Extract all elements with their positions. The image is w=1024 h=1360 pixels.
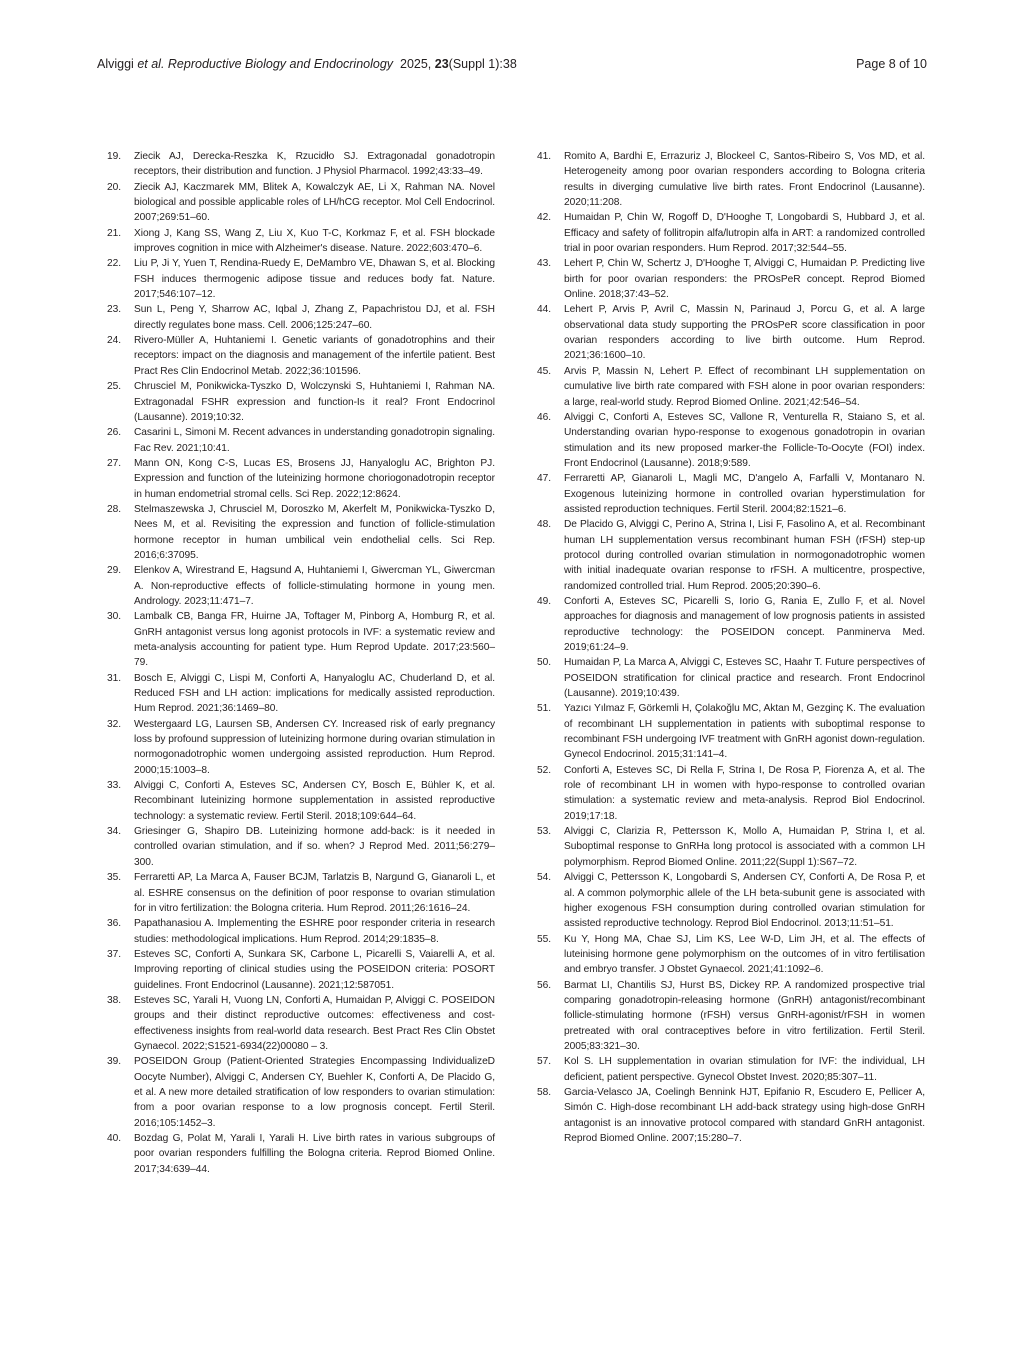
reference-number: 43.	[537, 258, 552, 270]
reference-number: 34.	[107, 826, 122, 838]
reference-number: 32.	[107, 718, 122, 730]
reference-text: Yazıcı Yılmaz F, Görkemli H, Çolakoğlu MC, Aktan M, Gezginç K. The evaluation of recombinant LH supplementation in patients with suboptimal response to recombinant FSH undergoing IVF treatment with GnRH agonist down-regulation. Gynecol Endocrinol. 2015;31:141–4.	[564, 703, 925, 761]
reference-number: 25.	[107, 381, 122, 393]
reference-item	[107, 947, 495, 993]
reference-number: 23.	[107, 304, 122, 316]
reference-text: Lehert P, Arvis P, Avril C, Massin N, Parinaud J, Porcu G, et al. A large observational data study supporting the PROsPeR score classification in poor ovarian responders according to live birth outcome. Hum Reprod. 2021;36:1600–10.	[564, 304, 925, 362]
reference-item	[107, 916, 495, 947]
reference-number: 29.	[107, 565, 122, 577]
reference-column-right	[537, 149, 925, 1146]
reference-item	[537, 517, 925, 594]
reference-item	[107, 379, 495, 425]
reference-text: Ziecik AJ, Derecka-Reszka K, Rzucidło SJ. Extragonadal gonadotropin receptors, their distribution and function. J Physiol Pharmacol. 1992;43:33–49.	[134, 151, 495, 178]
reference-text: Lehert P, Chin W, Schertz J, D'Hooghe T, Alviggi C, Humaidan P. Predicting live birth for poor ovarian responders: the PROsPeR concept. Reprod Biomed Online. 2018;37:43–52.	[564, 258, 925, 301]
reference-text: Casarini L, Simoni M. Recent advances in understanding gonadotropin signaling. Fac Rev. 2021;10:41.	[134, 427, 495, 454]
reference-text: Barmat LI, Chantilis SJ, Hurst BS, Dickey RP. A randomized prospective trial comparing gonadotropin-releasing hormone (GnRH) antagonist/recombinant follicle-stimulating hormone (rFSH) versus GnRH-agonist/rFSH in women pretreated with oral contraceptives before in vitro fertilization. Fertil Steril. 2005;83:321–30.	[564, 979, 925, 1052]
reference-text: Conforti A, Esteves SC, Di Rella F, Strina I, De Rosa P, Fiorenza A, et al. The role of recombinant LH in women with hypo-response to controlled ovarian stimulation: a systematic review and meta-analysis. Reprod Biol Endocrinol. 2019;17:18.	[564, 764, 925, 822]
reference-number: 53.	[537, 826, 552, 838]
reference-item	[107, 502, 495, 563]
reference-item	[107, 425, 495, 456]
reference-item	[537, 932, 925, 978]
reference-text: Esteves SC, Conforti A, Sunkara SK, Carbone L, Picarelli S, Vaiarelli A, et al. Improving reporting of clinical studies using the POSEIDON criteria: POSORT guidelines. Front Endocrinol (Lausanne). 2021;12:587051.	[134, 948, 495, 991]
reference-number: 31.	[107, 672, 122, 684]
reference-number: 33.	[107, 780, 122, 792]
reference-text: Ku Y, Hong MA, Chae SJ, Lim KS, Lee W-D, Lim JH, et al. The effects of luteinising hormone gene polymorphism on the outcomes of in vitro fertilisation and embryo transfer. J Obstet Gynaecol. 2021;41:1092–6.	[564, 933, 925, 976]
reference-text: Sun L, Peng Y, Sharrow AC, Iqbal J, Zhang Z, Papachristou DJ, et al. FSH directly regulates bone mass. Cell. 2006;125:247–60.	[134, 304, 495, 331]
reference-number: 19.	[107, 151, 122, 162]
reference-item	[107, 456, 495, 502]
reference-text: Chrusciel M, Ponikwicka-Tyszko D, Wolczynski S, Huhtaniemi I, Rahman NA. Extragonadal FSHR expression and function-Is it real? Front Endocrinol (Lausanne). 2019;10:32.	[134, 381, 495, 423]
reference-item	[537, 364, 925, 410]
reference-number: 41.	[537, 151, 552, 162]
reference-item	[537, 594, 925, 655]
reference-text: Bosch E, Alviggi C, Lispi M, Conforti A, Hanyaloglu AC, Chuderland D, et al. Reduced FSH and LH action: implications for medically assisted reproduction. Hum Reprod. 2021;36:1469–80.	[134, 672, 495, 715]
reference-item	[537, 149, 925, 210]
citation-line	[97, 55, 517, 73]
reference-number: 51.	[537, 703, 552, 715]
reference-number: 21.	[107, 227, 122, 239]
header-volume: 23	[434, 57, 449, 71]
reference-item	[537, 824, 925, 870]
reference-text: Lambalk CB, Banga FR, Huirne JA, Toftager M, Pinborg A, Homburg R, et al. GnRH antagonist versus long agonist protocols in IVF: a systematic review and meta-analysis accounting for patient type. Hum Reprod Update. 2017;23:560–79.	[134, 611, 495, 669]
reference-text: Liu P, Ji Y, Yuen T, Rendina-Ruedy E, DeMambro VE, Dhawan S, et al. Blocking FSH induces thermogenic adipose tissue and reduces body fat. Nature. 2017;546:107–12.	[134, 258, 495, 301]
reference-item	[537, 655, 925, 701]
reference-number: 46.	[537, 411, 552, 423]
reference-number: 35.	[107, 872, 122, 884]
reference-number: 30.	[107, 611, 122, 623]
reference-item	[537, 763, 925, 824]
reference-number: 40.	[107, 1133, 122, 1144]
reference-item	[537, 701, 925, 762]
reference-number: 26.	[107, 427, 122, 439]
reference-number: 42.	[537, 212, 552, 224]
reference-text: POSEIDON Group (Patient-Oriented Strategies Encompassing IndividualizeD Oocyte Number), Alviggi C, Andersen CY, Buehler K, Conforti A, De Placido G, et al. A new more detailed stratification of low responders to ovarian stimulation: from a poor ovarian response to a low prognosis concept. Fertil Steril. 2016;105:1452–3.	[134, 1056, 495, 1129]
reference-number: 44.	[537, 304, 552, 316]
reference-number: 38.	[107, 994, 122, 1006]
reference-text: Rivero-Müller A, Huhtaniemi I. Genetic variants of gonadotrophins and their receptors: impact on the diagnosis and management of the infertile patient. Best Pract Res Clin Endocrinol Metab. 2022;36:101596.	[134, 335, 495, 377]
reference-item	[107, 333, 495, 379]
reference-item	[107, 993, 495, 1054]
reference-item	[107, 609, 495, 670]
reference-item	[107, 1131, 495, 1177]
reference-text: Conforti A, Esteves SC, Picarelli S, Iorio G, Rania E, Zullo F, et al. Novel approaches for diagnosis and management of low prognosis patients in assisted reproductive technology: the POSEIDON concept. Panminerva Med. 2019;61:24–9.	[564, 595, 925, 653]
reference-text: Arvis P, Massin N, Lehert P. Effect of recombinant LH supplementation on cumulative live birth rate compared with FSH alone in poor ovarian responders: a large, real-world study. Reprod Biomed Online. 2021;42:546–54.	[564, 365, 925, 408]
reference-text: Griesinger G, Shapiro DB. Luteinizing hormone add-back: is it needed in controlled ovarian stimulation, and if so. when? J Reprod Med. 2011;56:279–300.	[134, 826, 495, 868]
reference-text: Papathanasiou A. Implementing the ESHRE poor responder criteria in research studies: methodological implications. Hum Reprod. 2014;29:1835–8.	[134, 918, 495, 945]
reference-text: Kol S. LH supplementation in ovarian stimulation for IVF: the individual, LH deficient, patient perspective. Gynecol Obstet Invest. 2020;85:307–11.	[564, 1056, 925, 1083]
reference-number: 37.	[107, 948, 122, 960]
reference-item	[537, 471, 925, 517]
reference-text: Alviggi C, Conforti A, Esteves SC, Vallone R, Venturella R, Staiano S, et al. Understanding ovarian hypo-response to exogenous gonadotropin in ovarian stimulation and its new proposed marker-the Follicle-To-Oocyte (FOI) index. Front Endocrinol (Lausanne). 2018;9:589.	[564, 411, 925, 469]
reference-number: 39.	[107, 1056, 122, 1068]
reference-text: Ziecik AJ, Kaczmarek MM, Blitek A, Kowalczyk AE, Li X, Rahman NA. Novel biological and possible applicable roles of LH/hCG receptor. Mol Cell Endocrinol. 2007;269:51–60.	[134, 181, 495, 224]
reference-item	[537, 870, 925, 931]
reference-number: 56.	[537, 979, 552, 991]
reference-text: Garcia-Velasco JA, Coelingh Bennink HJT, Epifanio R, Escudero E, Pellicer A, Simón C. High-dose recombinant LH add-back strategy using high-dose GnRH antagonist is an innovative protocol compared with standard GnRH antagonist. Reprod Biomed Online. 2007;15:280–7.	[564, 1086, 925, 1144]
reference-item	[107, 870, 495, 916]
reference-number: 47.	[537, 473, 552, 485]
reference-item	[107, 180, 495, 226]
reference-number: 27.	[107, 457, 122, 469]
header-author: Alviggi	[97, 57, 134, 71]
reference-text: Ferraretti AP, La Marca A, Fauser BCJM, Tarlatzis B, Nargund G, Gianaroli L, et al. ESHRE consensus on the definition of poor response to ovarian stimulation for in vitro fertilization: the Bologna criteria. Hum Reprod. 2011;26:1616–24.	[134, 872, 495, 914]
reference-item	[107, 824, 495, 870]
reference-number: 36.	[107, 918, 122, 930]
header-journal: Reproductive Biology and Endocrinology	[167, 57, 394, 71]
reference-item	[537, 256, 925, 302]
reference-text: Elenkov A, Wirestrand E, Hagsund A, Huhtaniemi I, Giwercman YL, Giwercman A. Non-reproductive effects of follicle-stimulating hormone in young men. Andrology. 2023;11:471–7.	[134, 565, 495, 607]
reference-item	[537, 1085, 925, 1146]
running-header	[97, 55, 927, 73]
header-issue: (Suppl 1):38	[448, 57, 517, 71]
reference-text: De Placido G, Alviggi C, Perino A, Strina I, Lisi F, Fasolino A, et al. Recombinant human LH supplementation versus recombinant human FSH (rFSH) step-up protocol during controlled ovarian stimulation in normogonadotrophic women with initial inadequate ovarian response to rFSH. A multicentre, prospective, randomized controlled trial. Hum Reprod. 2005;20:390–6.	[564, 519, 925, 592]
reference-item	[537, 1054, 925, 1085]
reference-number: 28.	[107, 503, 122, 515]
reference-item	[107, 563, 495, 609]
reference-item	[107, 149, 495, 180]
reference-text: Alviggi C, Conforti A, Esteves SC, Andersen CY, Bosch E, Bühler K, et al. Recombinant luteinizing hormone supplementation in assisted reproductive technology: a systematic review. Fertil Steril. 2018;109:644–64.	[134, 780, 495, 822]
reference-number: 48.	[537, 519, 552, 531]
reference-number: 50.	[537, 657, 552, 669]
reference-text: Stelmaszewska J, Chrusciel M, Doroszko M, Akerfelt M, Ponikwicka-Tyszko D, Nees M, et al. Revisiting the expression and function of follicle-stimulation hormone receptor in human umbilical vein endothelial cells. Sci Rep. 2016;6:37095.	[134, 503, 495, 561]
reference-item	[107, 226, 495, 257]
reference-number: 24.	[107, 335, 122, 347]
reference-text: Humaidan P, Chin W, Rogoff D, D'Hooghe T, Longobardi S, Hubbard J, et al. Efficacy and safety of follitropin alfa/lutropin alfa in ART: a randomized controlled trial in poor ovarian responders. Hum Reprod. 2017;32:544–55.	[564, 212, 925, 255]
reference-item	[107, 302, 495, 333]
reference-number: 58.	[537, 1086, 552, 1098]
reference-item	[107, 778, 495, 824]
reference-text: Humaidan P, La Marca A, Alviggi C, Esteves SC, Haahr T. Future perspectives of POSEIDON stratification for clinical practice and research. Front Endocrinol (Lausanne). 2019;10:439.	[564, 657, 925, 700]
reference-item	[107, 671, 495, 717]
reference-text: Alviggi C, Pettersson K, Longobardi S, Andersen CY, Conforti A, De Rosa P, et al. A common polymorphic allele of the LH beta-subunit gene is associated with higher exogenous FSH consumption during controlled ovarian stimulation for assisted reproductive technology. Reprod Biol Endocrinol. 2013;11:51–51.	[564, 872, 925, 930]
reference-text: Esteves SC, Yarali H, Vuong LN, Conforti A, Humaidan P, Alviggi C. POSEIDON groups and their distinct reproductive outcomes: effectiveness and cost-effectiveness insights from real-world data research. Best Pract Res Clin Obstet Gynaecol. 2022;S1521-6934(22)00080 – 3.	[134, 994, 495, 1052]
reference-number: 20.	[107, 181, 122, 193]
reference-text: Alviggi C, Clarizia R, Pettersson K, Mollo A, Humaidan P, Strina I, et al. Suboptimal response to GnRHa long protocol is associated with a common LH polymorphism. Reprod Biomed Online. 2011;22(Suppl 1):S67–72.	[564, 826, 925, 868]
reference-column-left	[107, 149, 495, 1177]
header-year: 2025,	[400, 57, 432, 71]
reference-item	[537, 302, 925, 363]
page-number: Page 8 of 10	[856, 57, 927, 71]
reference-text: Ferraretti AP, Gianaroli L, Magli MC, D'angelo A, Farfalli V, Montanaro N. Exogenous luteinizing hormone in controlled ovarian hyperstimulation for assisted reproduction techniques. Fertil Steril. 2004;82:1521–6.	[564, 473, 925, 515]
reference-text: Xiong J, Kang SS, Wang Z, Liu X, Kuo T-C, Korkmaz F, et al. FSH blockade improves cognition in mice with Alzheimer's disease. Nature. 2022;603:470–6.	[134, 227, 495, 255]
reference-item	[537, 410, 925, 471]
reference-number: 52.	[537, 764, 552, 776]
reference-text: Romito A, Bardhi E, Errazuriz J, Blockeel C, Santos-Ribeiro S, Vos MD, et al. Heterogeneity among poor ovarian responders according to Bologna criteria results in diverging cumulative live birth rates. Front Endocrinol (Lausanne). 2020;11:208.	[564, 151, 925, 209]
reference-item	[537, 210, 925, 256]
reference-number: 49.	[537, 595, 552, 607]
reference-number: 45.	[537, 365, 552, 377]
reference-item	[107, 1054, 495, 1131]
reference-text: Westergaard LG, Laursen SB, Andersen CY. Increased risk of early pregnancy loss by profound suppression of luteinizing hormone during ovarian stimulation in normogonadotrophic women undergoing assisted reproduction. Hum Reprod. 2000;15:1003–8.	[134, 718, 495, 776]
reference-text: Bozdag G, Polat M, Yarali I, Yarali H. Live birth rates in various subgroups of poor ovarian responders fulfilling the Bologna criteria. Reprod Biomed Online. 2017;34:639–44.	[134, 1133, 495, 1175]
reference-number: 55.	[537, 933, 552, 945]
reference-text: Mann ON, Kong C-S, Lucas ES, Brosens JJ, Hanyaloglu AC, Brighton PJ. Expression and function of the luteinizing hormone choriogonadotropin receptor in human endometrial stromal cells. Sci Rep. 2022;12:8624.	[134, 457, 495, 500]
reference-number: 57.	[537, 1056, 552, 1068]
header-et-al: et al.	[137, 57, 165, 71]
reference-number: 54.	[537, 872, 552, 884]
reference-item	[537, 978, 925, 1055]
reference-number: 22.	[107, 258, 122, 270]
reference-item	[107, 256, 495, 302]
reference-item	[107, 717, 495, 778]
